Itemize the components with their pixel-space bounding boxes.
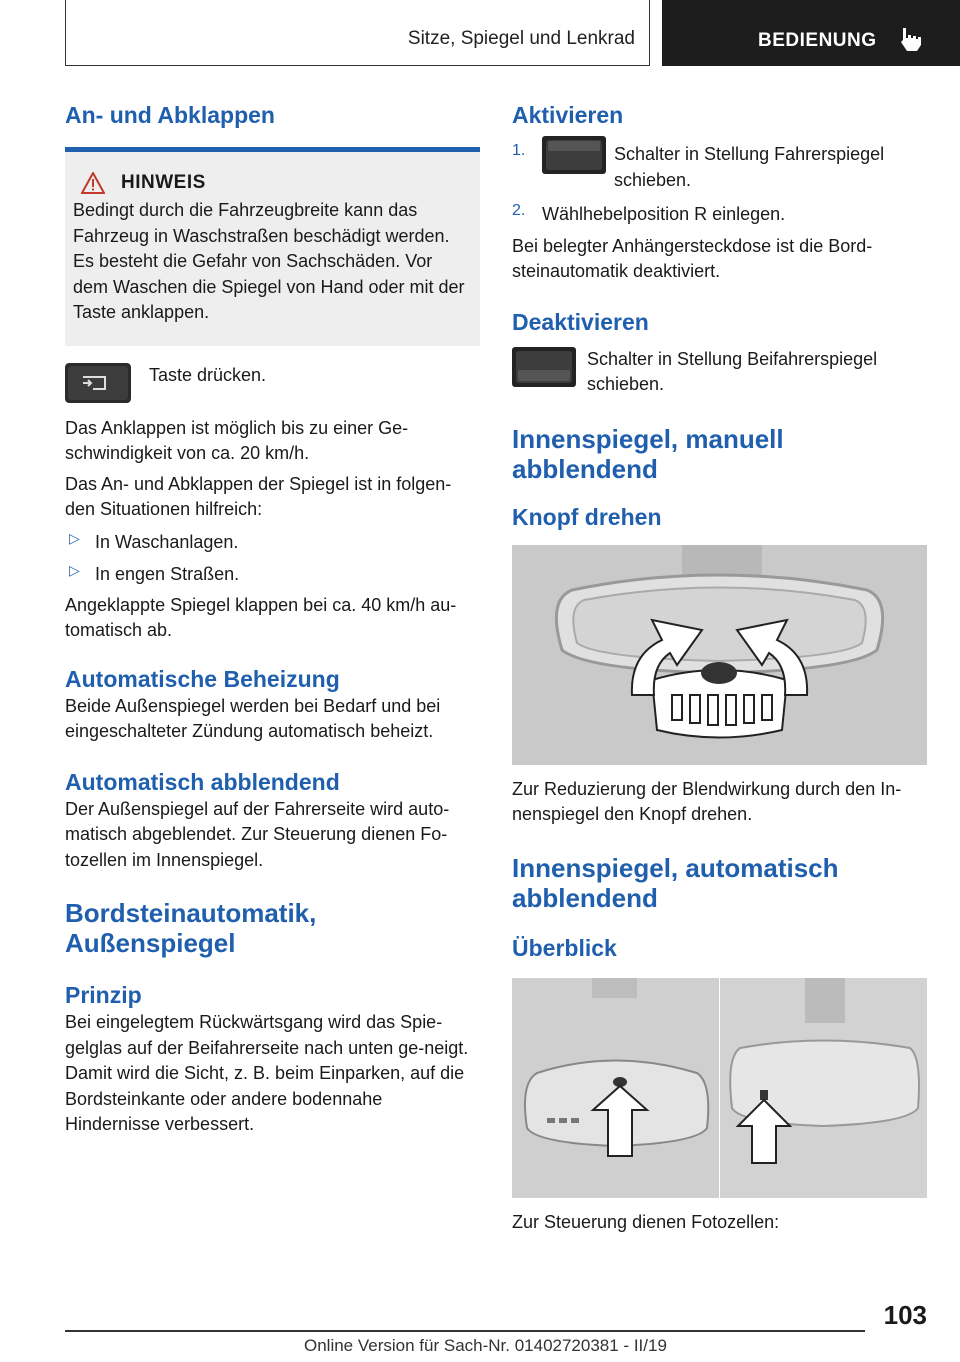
- heading-an-und-abklappen: An- und Abklappen: [65, 102, 275, 128]
- heading-prinzip: Prinzip: [65, 982, 142, 1008]
- taste-text: Taste drücken.: [149, 364, 267, 385]
- left-column: [65, 100, 480, 1138]
- mirror-switch-icon: [542, 136, 606, 174]
- step-item: [512, 142, 927, 193]
- paragraph-anhaenger: Bei belegter Anhängersteckdose ist die Bord-steinautomatik deaktiviert.: [512, 235, 873, 281]
- mirror-switch-icon: [512, 347, 576, 387]
- warning-triangle-icon: [81, 172, 105, 194]
- footer-version-text: Online Version für Sach-Nr. 01402720381 - II/19: [304, 1336, 667, 1355]
- right-column: [512, 100, 927, 1235]
- deaktivieren-line: [512, 347, 927, 398]
- paragraph-situations: Das An- und Abklappen der Spiegel ist in folgen-den Situationen hilfreich:: [65, 473, 452, 519]
- fold-mirror-button-icon: [65, 363, 131, 403]
- heading-knopf-drehen: Knopf drehen: [512, 503, 662, 530]
- chapter-title: Sitze, Spiegel und Lenkrad: [407, 28, 635, 49]
- list-item-text: In Waschanlagen.: [95, 531, 239, 552]
- notice-text: Bedingt durch die Fahrzeugbreite kann das Fahrzeug in Waschstraßen beschädigt werden. Es besteht die Gefahr von Sachschäden. Vor dem Waschen die Spiegel von Hand oder mit der Taste anklappen.: [73, 200, 465, 322]
- taste-line: [65, 363, 480, 403]
- footer-divider: [65, 1330, 865, 1332]
- heading-deaktivieren: Deaktivieren: [512, 308, 649, 335]
- heading-innenspiegel-manuell: Innenspiegel, manuell abblendend: [512, 423, 784, 484]
- header-section-tab: [662, 0, 960, 66]
- rearview-mirror-photocells-photos: [512, 978, 927, 1198]
- header-chapter-box: [65, 0, 650, 66]
- paragraph-prinzip: Bei eingelegtem Rückwärtsgang wird das Spie-gelglas auf der Beifahrerseite nach unten ge-neigt. Damit wird die Sicht, z. B. beim Einparken, auf die Bordsteinkante oder andere bodennahe Hindernisse verbessert.: [65, 1012, 469, 1134]
- heading-innenspiegel-automatisch: Innenspiegel, automatisch abblendend: [512, 852, 839, 913]
- mirror-photo-front: [512, 978, 719, 1198]
- section-title: BEDIENUNG: [758, 30, 877, 51]
- list-item: [65, 530, 480, 556]
- notice-box: [65, 147, 480, 346]
- paragraph-auto-unfold: Angeklappte Spiegel klappen bei ca. 40 km/h au-tomatisch ab.: [65, 594, 457, 640]
- heading-bordsteinautomatik: Bordsteinautomatik, Außenspiegel: [65, 898, 317, 958]
- mirror-knob-drawing: [512, 545, 927, 765]
- step-number: 1.: [512, 142, 526, 159]
- heading-aktivieren: Aktivieren: [512, 102, 624, 128]
- paragraph-abblendend: Der Außenspiegel auf der Fahrerseite wird auto-matisch abgeblendet. Zur Steuerung dienen Fo-tozellen im Innenspiegel.: [65, 798, 450, 870]
- page-number: 103: [883, 1300, 927, 1330]
- step-number: 2.: [512, 202, 526, 219]
- bullet-list: [65, 530, 480, 588]
- mirror-photo-rear: [720, 978, 927, 1198]
- list-item: [65, 562, 480, 588]
- paragraph-beheizung: Beide Außenspiegel werden bei Bedarf und bei eingeschalteter Zündung automatisch beheizt.: [65, 695, 441, 741]
- paragraph-anklappen-speed: Das Anklappen ist möglich bis zu einer Ge-schwindigkeit von ca. 20 km/h.: [65, 417, 409, 463]
- step-text: Wählhebelposition R einlegen.: [542, 204, 786, 224]
- deaktivieren-text: Schalter in Stellung Beifahrerspiegel schieben.: [587, 348, 878, 394]
- step-item: [512, 202, 927, 228]
- paragraph-knopf: Zur Reduzierung der Blendwirkung durch den In-nenspiegel den Knopf drehen.: [512, 778, 902, 824]
- pointing-hand-icon: [897, 26, 923, 52]
- triangle-bullet-icon: ▷: [69, 529, 80, 546]
- list-item-text: In engen Straßen.: [95, 564, 240, 584]
- triangle-bullet-icon: ▷: [69, 562, 80, 578]
- notice-title: HINWEIS: [121, 172, 206, 193]
- heading-beheizung: Automatische Beheizung: [65, 665, 340, 692]
- paragraph-fotozellen: Zur Steuerung dienen Fotozellen:: [512, 1211, 780, 1232]
- heading-ueberblick: Überblick: [512, 934, 617, 961]
- step-text: Schalter in Stellung Fahrerspiegel schieben.: [614, 144, 885, 190]
- heading-automatisch-abblendend: Automatisch abblendend: [65, 768, 340, 795]
- notice-header: [81, 172, 472, 194]
- rearview-mirror-knob-illustration: [512, 545, 927, 765]
